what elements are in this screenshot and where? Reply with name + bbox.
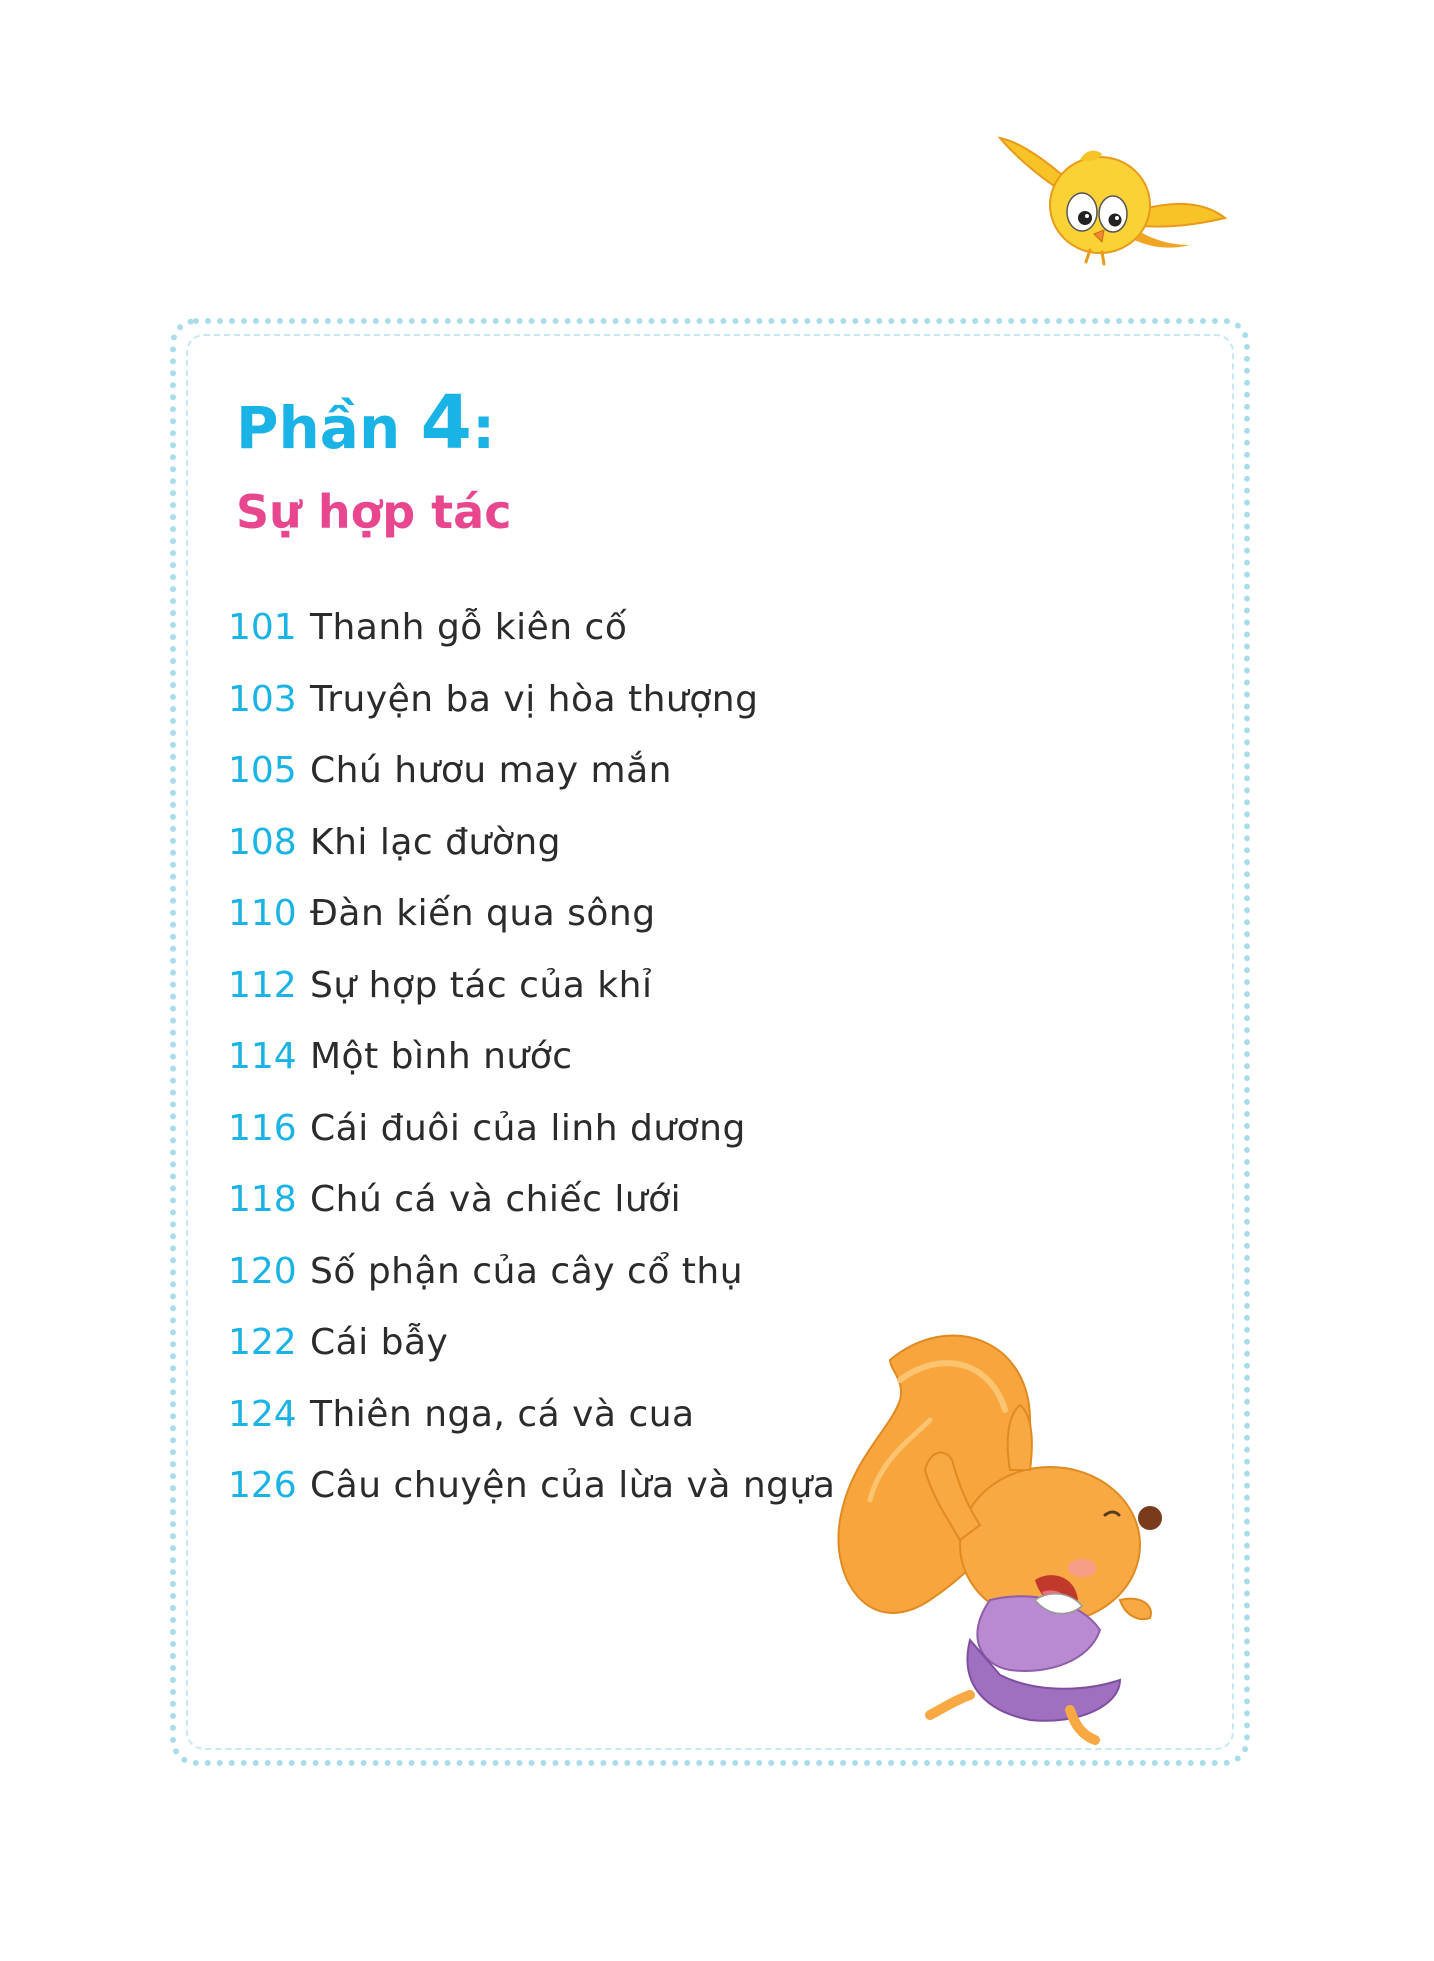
part-colon: : bbox=[471, 394, 496, 462]
toc-entry[interactable] bbox=[228, 878, 835, 950]
toc-entry[interactable] bbox=[228, 1164, 835, 1236]
toc-title: Khi lạc đường bbox=[310, 821, 562, 863]
toc-title: Số phận của cây cổ thụ bbox=[310, 1250, 744, 1292]
toc-entry[interactable] bbox=[228, 1379, 835, 1451]
toc-title: Thanh gỗ kiên cố bbox=[310, 607, 628, 649]
toc-page-number: 110 bbox=[228, 893, 297, 935]
table-of-contents bbox=[228, 592, 835, 1522]
toc-entry[interactable] bbox=[228, 807, 835, 879]
yellow-bird-illustration bbox=[990, 130, 1230, 280]
toc-entry[interactable] bbox=[228, 1450, 835, 1522]
toc-entry[interactable] bbox=[228, 1021, 835, 1093]
toc-title: Một bình nước bbox=[310, 1036, 573, 1078]
toc-title: Cái đuôi của linh dương bbox=[310, 1107, 746, 1149]
toc-entry[interactable] bbox=[228, 1307, 835, 1379]
toc-title: Đàn kiến qua sông bbox=[310, 893, 656, 935]
toc-title: Sự hợp tác của khỉ bbox=[310, 964, 653, 1006]
part-subtitle: Sự hợp tác bbox=[236, 485, 512, 539]
toc-page-number: 103 bbox=[228, 678, 297, 720]
toc-title: Câu chuyện của lừa và ngựa bbox=[310, 1465, 836, 1507]
toc-entry[interactable] bbox=[228, 592, 835, 664]
toc-entry[interactable] bbox=[228, 1093, 835, 1165]
toc-page-number: 105 bbox=[228, 750, 297, 792]
part-label: Phần bbox=[236, 394, 401, 462]
toc-page-number: 122 bbox=[228, 1322, 297, 1364]
toc-page-number: 116 bbox=[228, 1107, 297, 1149]
toc-page-number: 101 bbox=[228, 607, 297, 649]
toc-page-number: 114 bbox=[228, 1036, 297, 1078]
toc-title: Chú cá và chiếc lưới bbox=[310, 1179, 682, 1221]
toc-entry[interactable] bbox=[228, 735, 835, 807]
part-number: 4 bbox=[420, 380, 472, 466]
squirrel-illustration bbox=[820, 1300, 1200, 1750]
toc-entry[interactable] bbox=[228, 950, 835, 1022]
toc-page-number: 112 bbox=[228, 964, 297, 1006]
toc-page-number: 120 bbox=[228, 1250, 297, 1292]
part-title bbox=[236, 380, 496, 466]
toc-title: Thiên nga, cá và cua bbox=[310, 1393, 695, 1435]
toc-page-number: 118 bbox=[228, 1179, 297, 1221]
toc-page-number: 124 bbox=[228, 1393, 297, 1435]
toc-title: Truyện ba vị hòa thượng bbox=[310, 678, 759, 720]
toc-entry[interactable] bbox=[228, 1236, 835, 1308]
toc-entry[interactable] bbox=[228, 664, 835, 736]
toc-title: Cái bẫy bbox=[310, 1322, 449, 1364]
toc-title: Chú hươu may mắn bbox=[310, 750, 672, 792]
toc-page-number: 108 bbox=[228, 821, 297, 863]
toc-page-number: 126 bbox=[228, 1465, 297, 1507]
